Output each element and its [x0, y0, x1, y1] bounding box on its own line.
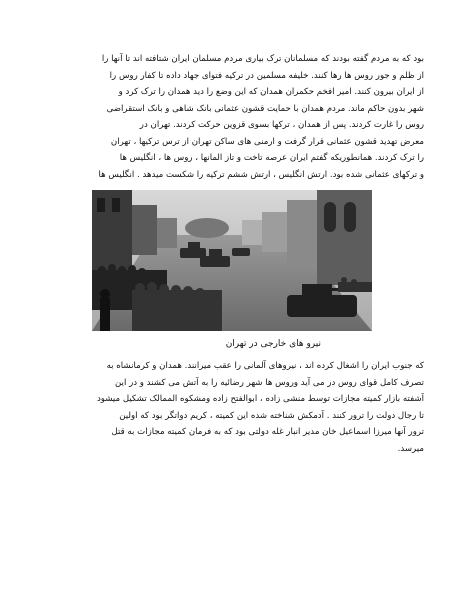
text-line: روس را غارت کردند. پس از همدان ، ترکها بسوی قزوین حرکت کردند. تهران در — [139, 120, 424, 130]
photo-caption: نیرو های خارجی در تهران — [225, 339, 321, 349]
text-line: شهر بدون حاکم ماند. مردم همدان با حمایت قشون عثمانی بانک شاهی و بانک استقراضی — [106, 103, 424, 114]
text-line: معرض تهدید قشون عثمانی قرار گرفت و ارمنی های ساکن تهران از ترس ترکیها ، تهران — [110, 136, 424, 147]
paragraph-1 — [44, 51, 424, 183]
text-line: و ترکهای عثمانی شده بود. ارتش انگلیس ، ارتش ششم ترکیه را شکست میدهد . انگلیس ها — [98, 169, 424, 180]
text-line: از ظلم و جور روس ها رها کنند. خلیفه مسلمین در ترکیه فتوای جهاد داده تا کفار روس را — [109, 70, 424, 81]
text-line: بود که به مردم گفته بودند که مسلمانان ترک بیاری مردم مسلمان ایران شتافته اند تا آنها را — [101, 54, 424, 64]
text-line: ترور آنها میرزا اسماعیل خان مدیر انبار غله دولتی بود که به فرمان کمیته مجازات به قتل — [111, 427, 424, 437]
paragraph-2 — [46, 358, 424, 457]
text-line: آشفته بازار کمیته مجازات توسط منشی زاده ، ابوالفتح زاده ومشکوه الممالک تشکیل میشود — [96, 394, 424, 404]
text-line: تصرف کامل قوای روس در می آید وروس ها شهر رضائیه را به آتش می کشند و در این — [115, 377, 424, 388]
historical-photo — [92, 190, 372, 331]
text-line: را ترک کردند. همانطوریکه گفتم ایران عرصه تاخت و تاز المانها ، روس ها ، انگلیس ها — [119, 153, 424, 163]
text-line: از ایران بیرون کنند. امیر افخم حکمران همدان که این وضع را دید همدان را ترک کرد و — [118, 87, 424, 97]
text-line: میرسد. — [397, 443, 424, 454]
text-line: تا رجال دولت را ترور کنند . آدمکش شناخته شده این کمیته ، کریم دواتگر بود که اولین — [119, 410, 424, 421]
text-line: که جنوب ایران را اشغال کرده اند ، نیروهای آلمانی را عقب میرانند. همدان و کرمانشاه به — [106, 361, 424, 371]
